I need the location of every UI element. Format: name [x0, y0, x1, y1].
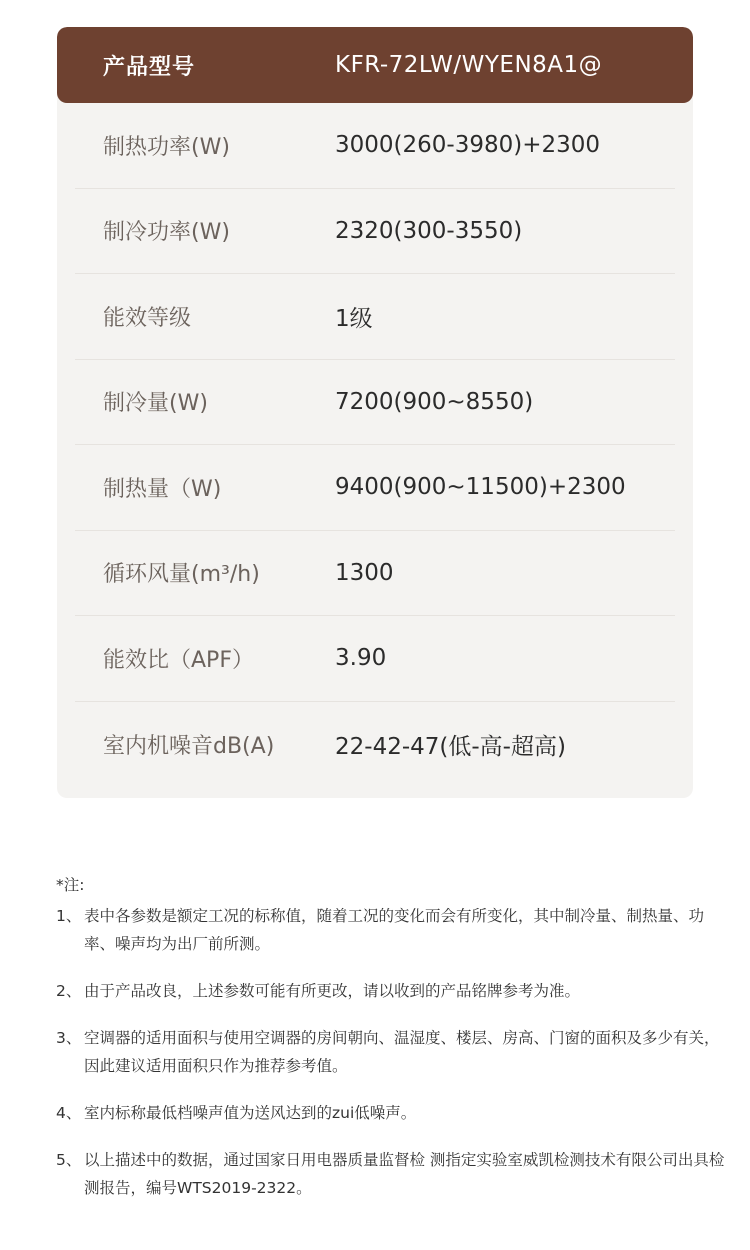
spec-row-airflow — [75, 531, 675, 617]
note-item — [56, 902, 726, 958]
row-value: 22-42-47(低-高-超高) — [335, 733, 566, 760]
spec-row-indoor-noise — [75, 702, 675, 788]
note-number: 1、 — [56, 907, 82, 925]
row-label: 循环风量(m³/h) — [103, 562, 260, 588]
note-text: 表中各参数是额定工况的标称值，随着工况的变化而会有所变化，其中制冷量、制热量、功率、噪声均为出厂前所测。 — [84, 907, 705, 953]
notes-title: *注: — [56, 876, 85, 894]
header-label: 产品型号 — [103, 54, 196, 80]
row-label: 制冷功率(W) — [103, 220, 230, 246]
row-value: 1300 — [335, 559, 394, 586]
spec-table — [57, 27, 693, 798]
row-label: 室内机噪音dB(A) — [103, 733, 275, 759]
spec-row-cooling-capacity — [75, 360, 675, 446]
spec-row-heating-power — [75, 103, 675, 189]
spec-row-apf — [75, 616, 675, 702]
spec-row-cooling-power — [75, 189, 675, 275]
spec-row-efficiency-grade — [75, 274, 675, 360]
note-number: 3、 — [56, 1029, 82, 1047]
note-text: 以上描述中的数据，通过国家日用电器质量监督检 测指定实验室威凯检测技术有限公司出具检测报告，编号WTS2019-2322。 — [84, 1151, 725, 1197]
row-value: 9400(900~11500)+2300 — [335, 474, 626, 501]
note-text: 室内标称最低档噪声值为送风达到的zui低噪声。 — [84, 1104, 417, 1122]
header-value: KFR-72LW/WYEN8A1@ — [335, 52, 603, 78]
note-item — [56, 977, 726, 1005]
row-label: 制冷量(W) — [103, 391, 208, 417]
row-value: 3.90 — [335, 645, 387, 672]
spec-rows — [57, 103, 693, 787]
spec-row-heating-capacity — [75, 445, 675, 531]
row-value: 2320(300-3550) — [335, 217, 523, 244]
row-value: 3000(260-3980)+2300 — [335, 132, 601, 159]
note-item — [56, 1099, 726, 1127]
note-text: 空调器的适用面积与使用空调器的房间朝向、温湿度、楼层、房高、门窗的面积及多少有关，因此建议适用面积只作为推荐参考值。 — [84, 1029, 720, 1075]
note-item — [56, 1024, 726, 1080]
row-value: 1级 — [335, 305, 373, 332]
row-label: 制热量（W) — [103, 476, 222, 502]
notes-section — [56, 874, 726, 1221]
note-item — [56, 1146, 726, 1202]
note-number: 2、 — [56, 982, 82, 1000]
row-value: 7200(900~8550) — [335, 388, 534, 415]
note-number: 5、 — [56, 1151, 82, 1169]
note-text: 由于产品改良，上述参数可能有所更改，请以收到的产品铭牌参考为准。 — [84, 982, 581, 1000]
spec-table-header — [57, 27, 693, 103]
row-label: 能效等级 — [103, 305, 192, 331]
row-label: 能效比（APF） — [103, 647, 254, 673]
row-label: 制热功率(W) — [103, 134, 230, 160]
note-number: 4、 — [56, 1104, 82, 1122]
